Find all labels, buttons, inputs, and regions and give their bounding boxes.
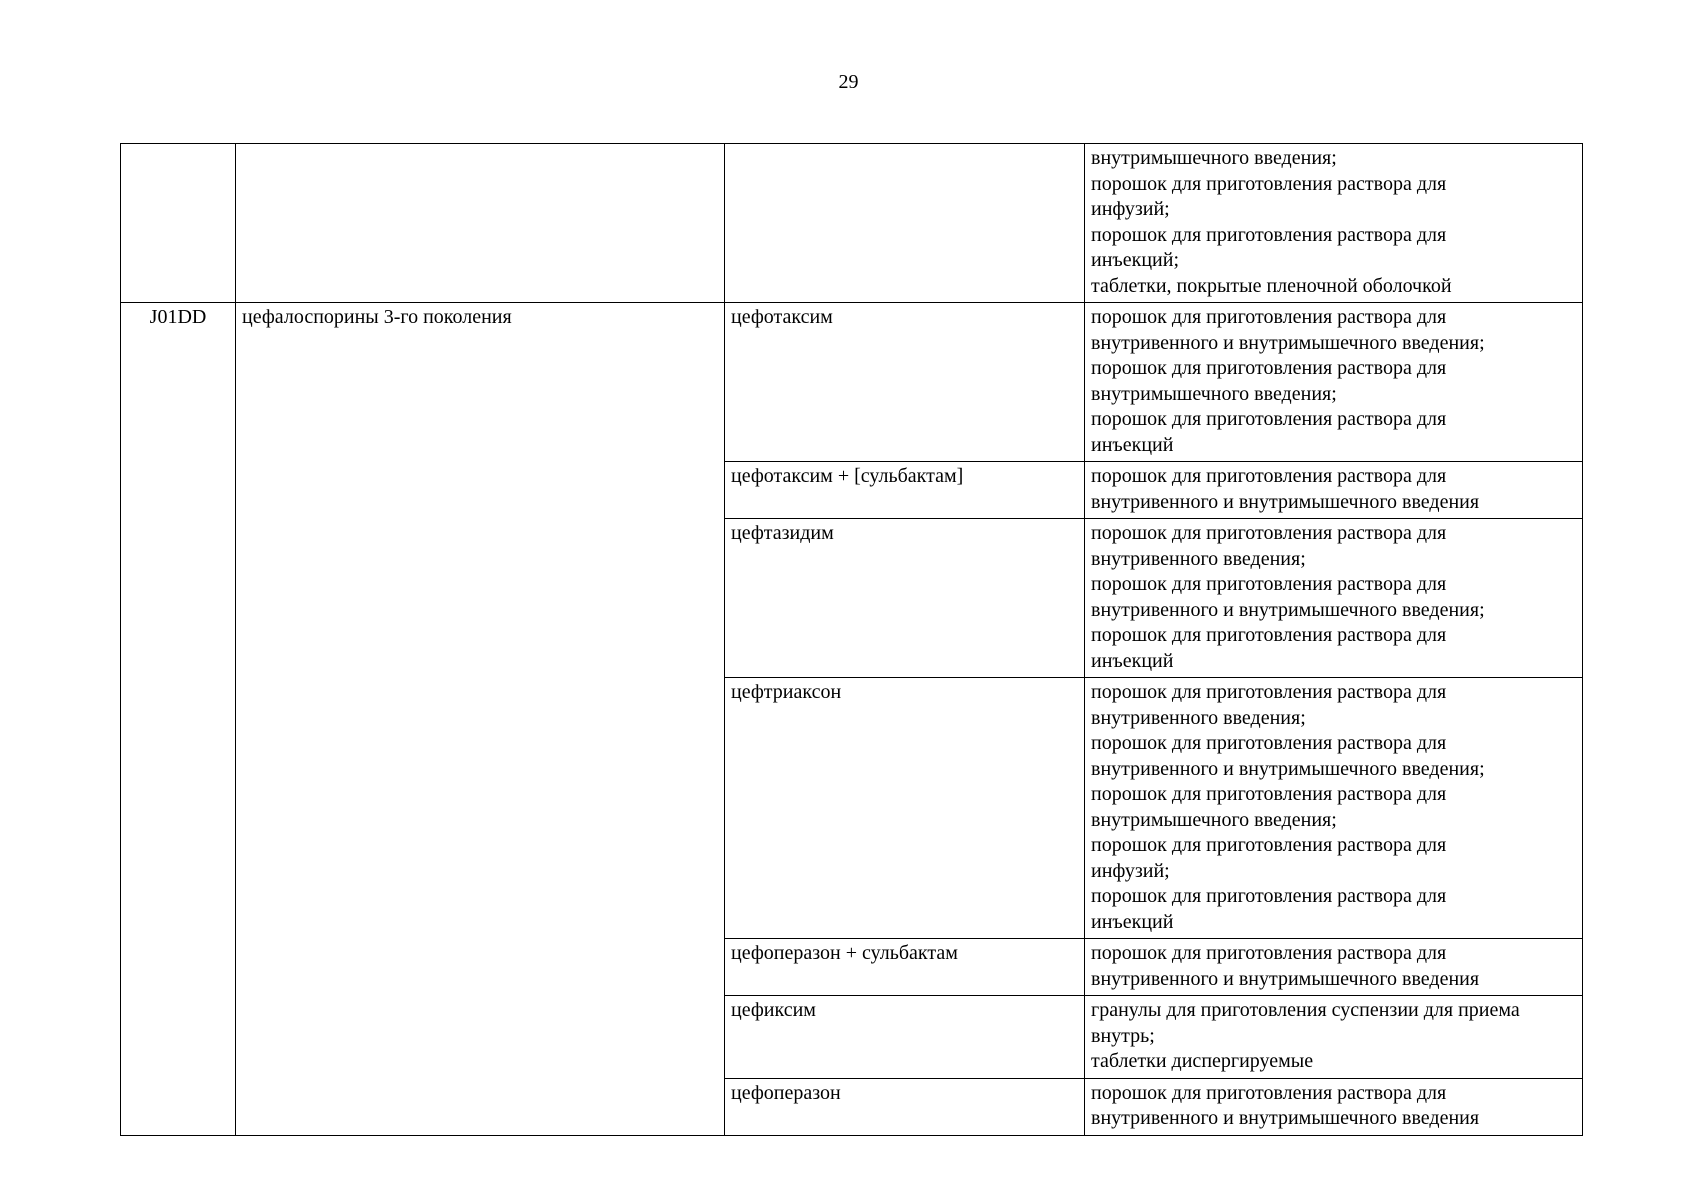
form-line: внутривенного и внутримышечного введения; — [1091, 331, 1485, 354]
form-line: внутримышечного введения; — [1091, 808, 1337, 831]
form-line: внутривенного и внутримышечного введения — [1091, 967, 1480, 990]
drug-name-cell: цефиксим — [725, 996, 1085, 1079]
forms-cell — [1085, 678, 1583, 939]
group-name-cell: цефалоспорины 3-го поколения — [236, 303, 725, 1136]
table-row — [121, 303, 1583, 462]
forms-cell — [1085, 996, 1583, 1079]
form-line: внутривенного и внутримышечного введения — [1091, 490, 1480, 513]
forms-cell — [1085, 939, 1583, 996]
form-line: порошок для приготовления раствора для — [1091, 624, 1447, 646]
form-line: внутрь; — [1091, 1024, 1155, 1047]
forms-cell — [1085, 144, 1583, 303]
form-line: порошок для приготовления раствора для — [1091, 885, 1447, 907]
form-line: внутривенного и внутримышечного введения — [1091, 1107, 1480, 1129]
code-cell-empty — [121, 144, 236, 303]
form-line: порошок для приготовления раствора для — [1091, 408, 1447, 430]
form-line: инъекций; — [1091, 249, 1180, 271]
form-line: порошок для приготовления раствора для — [1091, 465, 1447, 487]
page-number: 29 — [838, 71, 859, 93]
drug-name-cell: цефоперазон + сульбактам — [725, 939, 1085, 996]
forms-cell — [1085, 519, 1583, 678]
form-line: порошок для приготовления раствора для — [1091, 357, 1447, 379]
form-line: внутримышечного введения; — [1091, 382, 1337, 405]
form-line: инъекций — [1091, 649, 1174, 672]
form-line: инъекций — [1091, 910, 1174, 933]
group-cell-empty — [236, 144, 725, 303]
table-row-continuation — [121, 144, 1583, 303]
drug-name-cell: цефотаксим + [сульбактам] — [725, 462, 1085, 519]
form-line: порошок для приготовления раствора для — [1091, 522, 1447, 544]
forms-cell — [1085, 462, 1583, 519]
form-line: инфузий; — [1091, 198, 1170, 220]
drug-table — [120, 143, 1583, 1136]
form-line: внутривенного введения; — [1091, 706, 1306, 729]
form-line: порошок для приготовления раствора для — [1091, 732, 1447, 754]
form-line: таблетки, покрытые пленочной оболочкой — [1091, 274, 1452, 297]
form-line: порошок для приготовления раствора для — [1091, 834, 1447, 856]
drug-name-cell: цефоперазон — [725, 1078, 1085, 1135]
forms-cell — [1085, 303, 1583, 462]
form-line: внутривенного введения; — [1091, 547, 1306, 570]
forms-cell — [1085, 1078, 1583, 1135]
form-line: внутривенного и внутримышечного введения; — [1091, 598, 1485, 621]
form-line: порошок для приготовления раствора для — [1091, 223, 1447, 246]
drug-name-cell: цефтриаксон — [725, 678, 1085, 939]
form-line: инъекций — [1091, 433, 1174, 456]
drug-cell-empty — [725, 144, 1085, 303]
form-line: порошок для приготовления раствора для — [1091, 942, 1447, 964]
form-line: порошок для приготовления раствора для — [1091, 783, 1447, 805]
form-line: порошок для приготовления раствора для — [1091, 681, 1447, 703]
form-line: порошок для приготовления раствора для — [1091, 573, 1447, 595]
table-body — [121, 144, 1583, 1136]
drug-name-cell: цефтазидим — [725, 519, 1085, 678]
form-line: таблетки диспергируемые — [1091, 1050, 1314, 1072]
atc-code-cell: J01DD — [121, 303, 236, 1136]
form-line: порошок для приготовления раствора для — [1091, 172, 1447, 195]
form-line: внутривенного и внутримышечного введения; — [1091, 757, 1485, 780]
form-line: порошок для приготовления раствора для — [1091, 1081, 1447, 1104]
drug-name-cell: цефотаксим — [725, 303, 1085, 462]
form-line: порошок для приготовления раствора для — [1091, 306, 1447, 328]
form-line: внутримышечного введения; — [1091, 147, 1337, 169]
form-line: инфузий; — [1091, 859, 1170, 882]
form-line: гранулы для приготовления суспензии для приема — [1091, 999, 1520, 1021]
